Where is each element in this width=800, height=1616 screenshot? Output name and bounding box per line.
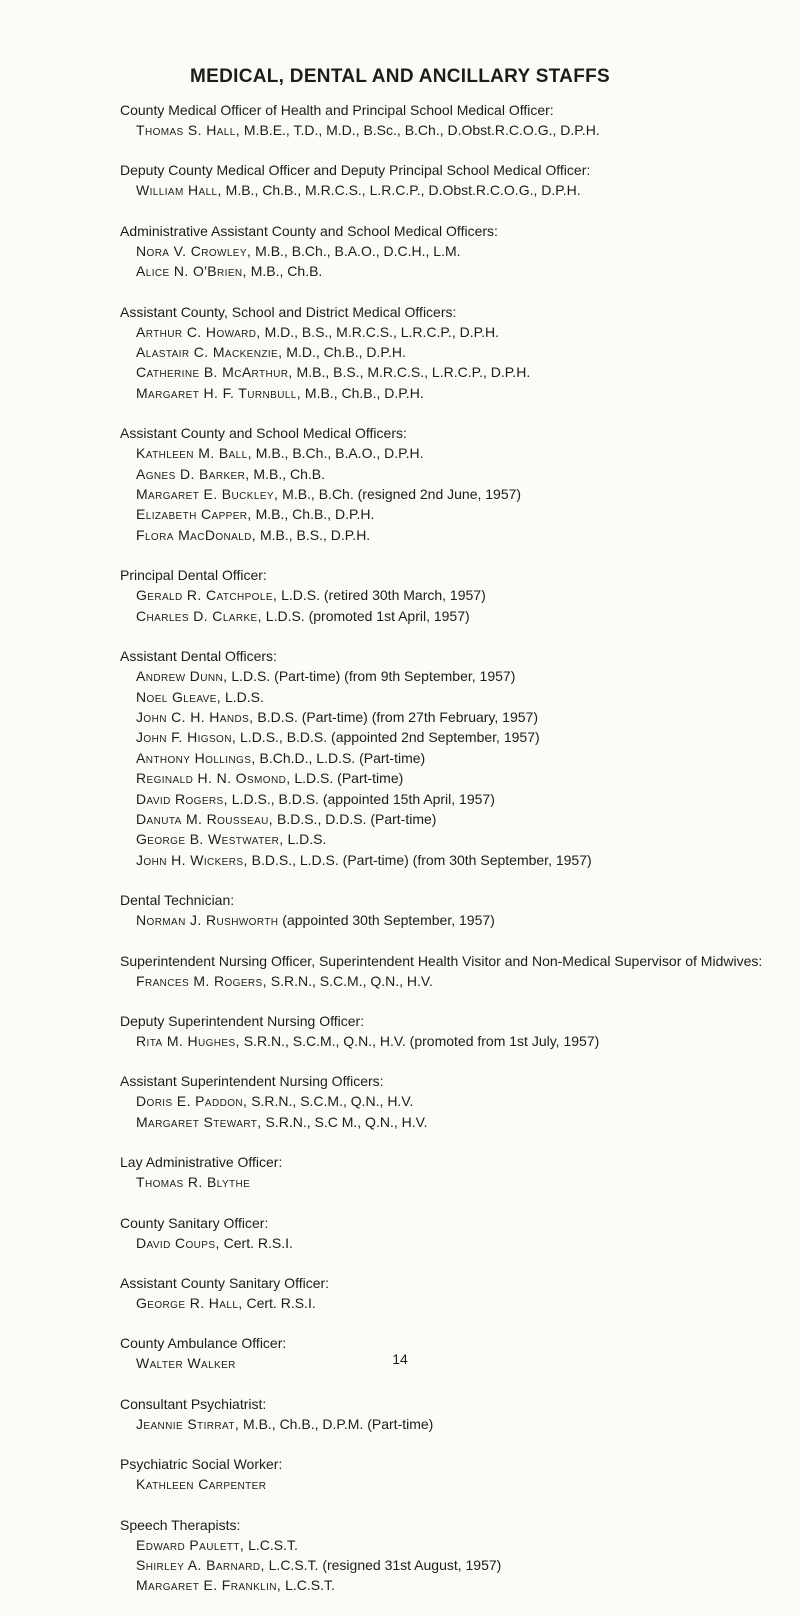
staff-name: Thomas R. Blythe	[136, 1174, 251, 1191]
staff-name: Gerald R. Catchpole,	[136, 587, 278, 604]
staff-qualifications: (appointed 30th September, 1957)	[278, 912, 495, 929]
staff-entry	[136, 727, 800, 747]
staff-name: Kathleen M. Ball,	[136, 445, 252, 462]
staff-qualifications: L.D.S.	[221, 688, 264, 705]
staff-qualifications: S.R.N., S.C M., Q.N., H.V.	[261, 1113, 428, 1130]
staff-section	[120, 1213, 800, 1253]
staff-qualifications: L.C.S.T. (resigned 31st August, 1957)	[264, 1557, 502, 1574]
staff-entry	[136, 504, 800, 524]
staff-entries	[120, 1414, 800, 1434]
staff-entry	[136, 1172, 800, 1192]
staff-qualifications: M.B., B.Ch., B.A.O., D.P.H.	[251, 445, 424, 462]
staff-entry	[136, 322, 800, 342]
section-heading: Consultant Psychiatrist:	[120, 1395, 267, 1412]
staff-qualifications: L.D.S. (retired 30th March, 1957)	[277, 587, 486, 604]
staff-name: Jeannie Stirrat,	[136, 1415, 240, 1432]
staff-entry	[136, 1575, 800, 1595]
staff-name: Arthur C. Howard,	[136, 323, 261, 340]
staff-name: John H. Wickers,	[136, 851, 248, 868]
staff-name: Doris E. Paddon,	[136, 1093, 248, 1110]
staff-name: Nora V. Crowley,	[136, 242, 252, 259]
staff-qualifications: M.B., B.Ch., B.A.O., D.C.H., L.M.	[251, 242, 461, 259]
staff-entries	[120, 1535, 800, 1596]
staff-section	[120, 1394, 800, 1434]
page-number: 14	[392, 1351, 408, 1367]
section-heading: Assistant County, School and District Medical Officers:	[120, 303, 457, 320]
staff-entry	[136, 687, 800, 707]
staff-qualifications: S.R.N., S.C.M., Q.N., H.V. (promoted from 1st July, 1957)	[239, 1032, 600, 1049]
staff-entry	[136, 362, 800, 382]
staff-entries	[120, 1293, 800, 1313]
staff-qualifications: M.B., Ch.B.	[246, 263, 323, 280]
staff-entry	[136, 850, 800, 870]
staff-qualifications: M.B., Ch.B., M.R.C.S., L.R.C.P., D.Obst.R.C.O.G., D.P.H.	[221, 182, 581, 199]
staff-entry	[136, 971, 800, 991]
staff-entries	[120, 443, 800, 545]
staff-name: John C. H. Hands,	[136, 708, 254, 725]
staff-section	[120, 221, 800, 282]
section-heading: Psychiatric Social Worker:	[120, 1456, 283, 1473]
staff-name: Norman J. Rushworth	[136, 912, 279, 929]
staff-entry	[136, 1091, 800, 1111]
staff-entry	[136, 1112, 800, 1132]
staff-section	[120, 565, 800, 626]
staff-section	[120, 1273, 800, 1313]
staff-entries	[120, 180, 800, 200]
staff-qualifications: L.D.S., B.D.S. (appointed 2nd September, 1957)	[236, 729, 540, 746]
staff-name: Reginald H. N. Osmond,	[136, 770, 291, 787]
section-heading: County Sanitary Officer:	[120, 1214, 269, 1231]
staff-section	[120, 423, 800, 545]
section-heading: Assistant County and School Medical Officers:	[120, 425, 407, 442]
staff-qualifications: M.D., B.S., M.R.C.S., L.R.C.P., D.P.H.	[260, 323, 500, 340]
staff-entry	[136, 1555, 800, 1575]
staff-qualifications: M.B., Ch.B., D.P.H.	[251, 506, 375, 523]
staff-name: Alice N. O'Brien,	[136, 263, 247, 280]
staff-name: Margaret Stewart,	[136, 1113, 262, 1130]
staff-name: Kathleen Carpenter	[136, 1476, 267, 1493]
staff-entry	[136, 1414, 800, 1434]
staff-name: Thomas S. Hall,	[136, 122, 241, 138]
staff-section	[120, 302, 800, 404]
staff-entry	[136, 180, 800, 200]
staff-entry	[136, 606, 800, 626]
section-heading: Dental Technician:	[120, 892, 235, 909]
staff-entry	[136, 1535, 800, 1555]
staff-section	[120, 951, 800, 991]
staff-entries	[120, 1474, 800, 1494]
staff-entries	[120, 120, 800, 140]
staff-entries	[120, 241, 800, 282]
staff-entry	[136, 342, 800, 362]
staff-name: Shirley A. Barnard,	[136, 1557, 265, 1574]
staff-entry	[136, 1233, 800, 1253]
staff-qualifications: S.R.N., S.C.M., Q.N., H.V.	[266, 972, 433, 989]
staff-qualifications: B.Ch.D., L.D.S. (Part-time)	[255, 749, 426, 766]
staff-qualifications: L.D.S.	[283, 831, 327, 848]
staff-entry	[136, 1474, 800, 1494]
staff-qualifications: M.B., B.S., M.R.C.S., L.R.C.P., D.P.H.	[292, 364, 531, 381]
staff-entry	[136, 829, 800, 849]
staff-entries	[120, 1233, 800, 1253]
staff-qualifications: L.C.S.T.	[281, 1577, 335, 1594]
staff-entry	[136, 809, 800, 829]
staff-name: Danuta M. Rousseau,	[136, 810, 274, 827]
section-heading: Deputy County Medical Officer and Deputy Principal School Medical Officer:	[120, 162, 591, 179]
staff-name: Agnes D. Barker,	[136, 465, 250, 482]
staff-entry	[136, 120, 800, 140]
staff-entries	[120, 666, 800, 870]
staff-entries	[120, 971, 800, 991]
staff-entry	[136, 789, 800, 809]
staff-qualifications: L.C.S.T.	[244, 1536, 298, 1553]
staff-qualifications: Cert. R.S.I.	[219, 1234, 293, 1251]
staff-name: Frances M. Rogers,	[136, 972, 267, 989]
staff-qualifications: M.D., Ch.B., D.P.H.	[282, 344, 406, 361]
staff-qualifications: M.B., B.Ch. (resigned 2nd June, 1957)	[278, 486, 522, 503]
staff-section	[120, 160, 800, 200]
section-heading: Deputy Superintendent Nursing Officer:	[120, 1012, 365, 1029]
staff-entry	[136, 910, 800, 930]
staff-entry	[136, 585, 800, 605]
staff-qualifications: Cert. R.S.I.	[242, 1295, 316, 1311]
staff-name: Rita M. Hughes,	[136, 1032, 240, 1049]
staff-qualifications: M.B., Ch.B., D.P.M. (Part-time)	[239, 1415, 434, 1432]
staff-qualifications: M.B., Ch.B.	[249, 465, 326, 482]
staff-section	[120, 1011, 800, 1051]
staff-entry	[136, 443, 800, 463]
staff-name: Edward Paulett,	[136, 1536, 245, 1553]
staff-entry	[136, 707, 800, 727]
staff-qualifications: L.D.S., B.D.S. (appointed 15th April, 1957)	[227, 790, 495, 807]
staff-entries	[120, 585, 800, 626]
page-title: MEDICAL, DENTAL AND ANCILLARY STAFFS	[190, 66, 610, 87]
staff-section	[120, 646, 800, 870]
staff-name: George B. Westwater,	[136, 831, 284, 848]
staff-name: Margaret E. Franklin,	[136, 1577, 282, 1594]
staff-name: David Coups,	[136, 1234, 220, 1251]
section-heading: Administrative Assistant County and School Medical Officers:	[120, 222, 498, 239]
staff-qualifications: L.D.S. (Part-time)	[290, 770, 404, 787]
staff-name: Charles D. Clarke,	[136, 607, 262, 624]
staff-entry	[136, 464, 800, 484]
staff-name: Alastair C. Mackenzie,	[136, 344, 283, 361]
staff-name: Noel Gleave,	[136, 688, 222, 705]
staff-entry	[136, 1031, 800, 1051]
staff-entry	[136, 1293, 800, 1313]
staff-name: Margaret H. F. Turnbull,	[136, 384, 302, 401]
staff-name: David Rogers,	[136, 790, 228, 807]
staff-section	[120, 100, 800, 140]
staff-section	[120, 1515, 800, 1596]
staff-name: Margaret E. Buckley,	[136, 486, 279, 503]
staff-qualifications: M.B., B.S., D.P.H.	[256, 526, 371, 543]
staff-qualifications: L.D.S. (Part-time) (from 9th September, 1957)	[227, 668, 516, 685]
section-heading: Superintendent Nursing Officer, Superintendent Health Visitor and Non-Medical Supervisor of Midwives:	[120, 952, 763, 969]
staff-name: Andrew Dunn,	[136, 668, 228, 685]
staff-entry	[136, 261, 800, 281]
staff-name: William Hall,	[136, 182, 222, 199]
staff-qualifications: B.D.S. (Part-time) (from 27th February, 1957)	[253, 708, 538, 725]
staff-qualifications: M.B., Ch.B., D.P.H.	[301, 384, 424, 401]
section-heading: Assistant Superintendent Nursing Officers:	[120, 1073, 384, 1090]
staff-name: Catherine B. McArthur,	[136, 364, 293, 381]
staff-section	[120, 1152, 800, 1192]
section-heading: Assistant Dental Officers:	[120, 648, 277, 665]
staff-entry	[136, 525, 800, 545]
staff-qualifications: L.D.S. (promoted 1st April, 1957)	[261, 607, 470, 624]
staff-name: Elizabeth Capper,	[136, 506, 252, 523]
section-heading: Speech Therapists:	[120, 1516, 241, 1533]
staff-section	[120, 1071, 800, 1132]
staff-entry	[136, 666, 800, 686]
staff-entries	[120, 322, 800, 404]
section-heading: County Medical Officer of Health and Principal School Medical Officer:	[120, 102, 554, 118]
staff-qualifications: M.B.E., T.D., M.D., B.Sc., B.Ch., D.Obst.R.C.O.G., D.P.H.	[240, 122, 600, 138]
staff-section	[120, 890, 800, 930]
staff-name: Walter Walker	[136, 1355, 236, 1372]
staff-entry	[136, 484, 800, 504]
section-heading: Principal Dental Officer:	[120, 567, 267, 584]
staff-entry	[136, 383, 800, 403]
section-heading: Lay Administrative Officer:	[120, 1154, 283, 1171]
staff-entry	[136, 748, 800, 768]
staff-section	[120, 1454, 800, 1494]
staff-qualifications: S.R.N., S.C.M., Q.N., H.V.	[247, 1093, 414, 1110]
staff-name: Anthony Hollings,	[136, 749, 256, 766]
staff-name: John F. Higson,	[136, 729, 237, 746]
staff-name: Flora MacDonald,	[136, 526, 257, 543]
staff-entries	[120, 910, 800, 930]
section-heading: Assistant County Sanitary Officer:	[120, 1275, 330, 1291]
staff-entry	[136, 768, 800, 788]
section-heading: County Ambulance Officer:	[120, 1335, 287, 1352]
staff-entries	[120, 1091, 800, 1132]
staff-list	[120, 100, 800, 1616]
staff-qualifications: B.D.S., D.D.S. (Part-time)	[273, 810, 437, 827]
staff-entry	[136, 241, 800, 261]
staff-qualifications: B.D.S., L.D.S. (Part-time) (from 30th September, 1957)	[247, 851, 592, 868]
staff-entries	[120, 1172, 800, 1192]
staff-entries	[120, 1031, 800, 1051]
staff-name: George R. Hall,	[136, 1295, 243, 1311]
